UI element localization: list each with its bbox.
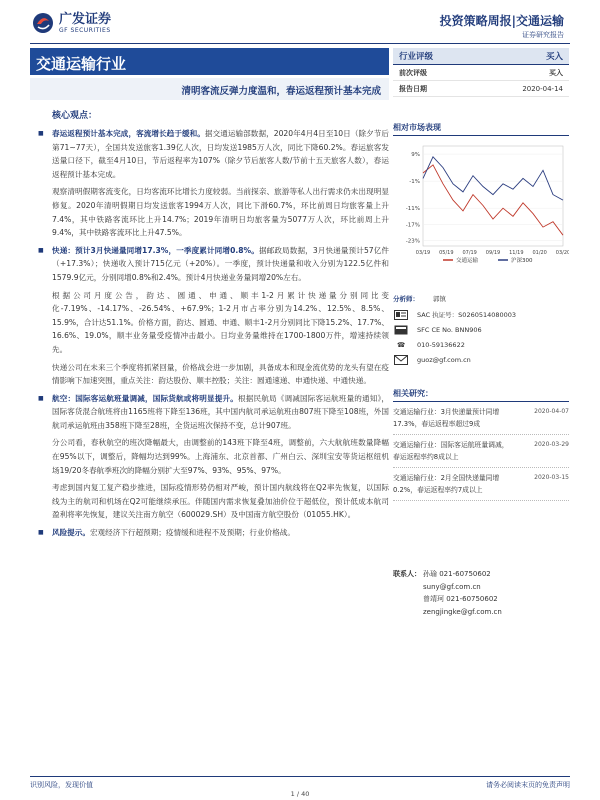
contact-2-name: 曾靖珂 021-60750602 — [423, 595, 498, 603]
related-item-text: 交通运输行业：国际客运航班量调减，春运返程率约8成以上 — [393, 441, 509, 461]
paragraph-qingming: 观察清明假期客流变化，日均客流环比增长力度较弱。当前探亲、旅游等私人出行需求仍未出现明显修复。2020年清明假期日均发送旅客1994万人次，同比下滑60.7%，环比前周日均旅客量上升7.4%，其中铁路客流环比上升14.7%；2019年清明日均旅客量为5077万人次，环比前周上升9.4%，其中铁路客流环比上升47.5%。 — [52, 187, 389, 238]
paragraph-lead: 快递：预计3月快递量同增17.3%，一季度累计同增0.8%。 — [52, 245, 259, 255]
contact-label: 联系人： — [393, 570, 421, 578]
related-title: 相关研究： — [393, 388, 569, 402]
certificate-icon — [393, 324, 409, 335]
footer-slogan: 识别风险，发现价值 — [30, 781, 93, 789]
paragraph-lead: 航空：国际客运航班量调减，国际货航或将明显提升。 — [52, 393, 238, 403]
legend-label: 沪深300 — [511, 258, 533, 264]
related-research — [393, 388, 569, 501]
analyst-email[interactable]: guoz@gf.com.cn — [417, 355, 471, 364]
rating-head — [393, 48, 569, 65]
email-icon — [393, 354, 409, 365]
phone-icon: ☎ — [396, 340, 406, 349]
x-tick-label: 11/19 — [509, 250, 524, 256]
logo-en-text: GF SECURITIES — [59, 26, 111, 34]
market-chart-section — [393, 122, 569, 270]
x-tick-label: 01/20 — [532, 250, 547, 256]
analyst-name: 郭镇 — [433, 295, 446, 303]
chart-title: 相对市场表现 — [393, 122, 569, 136]
related-item-text: 交通运输行业：3月快递量预计同增17.3%，春运返程率超过9成 — [393, 408, 500, 428]
report-date-row — [393, 81, 569, 97]
paragraph-express-companies: 根据公司月度公告，韵达、圆通、申通、顺丰1-2月累计快递量分别同比变化-7.19%、-14.17%、-26.54%、+67.9%；1-2月市占率分别为14.2%、12.5%、8.5%、15.9%，合计达51.1%。价格方面，韵达、圆通、申通、顺丰1-2月分别同比下降15.2%、17.7%、16.6%、19.0%，顺丰业务量受疫情冲击最小。日均业务量维持在1700-1800万件，增速持续领先。 — [52, 290, 389, 354]
analyst-sac: SAC 执证号：S0260514080003 — [417, 311, 517, 319]
rating-head-value: 买入 — [545, 52, 563, 62]
related-item[interactable] — [393, 435, 569, 468]
prev-rating-row — [393, 65, 569, 81]
x-tick-label: 07/19 — [462, 250, 477, 256]
contact-1-email[interactable]: suny@gf.com.cn — [423, 582, 481, 591]
relative-performance-chart — [393, 136, 569, 266]
x-tick-label: 09/19 — [485, 250, 501, 256]
y-tick-label: -17% — [405, 222, 420, 229]
y-tick-label: 9% — [411, 152, 420, 159]
analyst-title: 分析师： — [393, 295, 419, 303]
header-divider — [30, 43, 570, 44]
paragraph-body: 宏观经济下行超预期；疫情缓和进程不及预期；行业价格战。 — [89, 528, 295, 538]
footer-disclaimer: 请务必阅读末页的免责声明 — [486, 781, 570, 789]
paragraph-body: 据交通运输部数据，2020年4月4日至10日（除夕节后第71~77天），全国共发送旅客1.39亿人次，日均发送1985万人次，同比下降60.2%。春运旅客发送量口径下，截至4月10日，节后返程率为107%（除夕节后旅客人数/节前十五天旅客人数），春运返程预计基本完成。 — [52, 129, 389, 179]
rating-box — [393, 48, 569, 97]
page-number: 1 / 40 — [290, 790, 310, 798]
analyst-phone: 010-59136622 — [417, 340, 465, 349]
core-views — [30, 108, 389, 544]
contact-section — [393, 568, 569, 618]
contact-1-name: 孙瑜 021-60750602 — [423, 570, 491, 578]
prev-rating-value: 买入 — [549, 68, 563, 77]
related-item[interactable] — [393, 402, 569, 435]
paragraph-body: 据邮政局数据，3月快递量预计57亿件（+17.3%）；快递收入预计715亿元（+20%）。一季度，预计快递量和收入分别为122.5亿件和1579.9亿元，分别同增0.8%和2.4%。预计4月快递业务量同增20%左右。 — [52, 245, 390, 282]
paragraph-express-outlook: 快递公司在未来三个季度将抓紧回量，价格战会进一步加剧，具备成本和现金流优势的龙头有望在疫情影响下加速突围，重点关注：韵达股份、顺丰控股；关注：圆通速递、申通快递、中通快递。 — [52, 362, 389, 386]
report-type-title: 投资策略周报|交通运输 — [439, 14, 564, 28]
paragraph-aviation-outlook: 考虑到国内复工复产稳步推进，国际疫情形势仍相对严峻，预计国内航线将在Q2率先恢复，以国际线为主的航司和机场在Q2可能继续承压。伴随国内需求恢复叠加油价位于超低位，预计低成本航司盈利将率先恢复，建议关注南方航空（600029.SH）及中国南方航空股份（01055.HK）。 — [52, 483, 389, 520]
paragraph-aviation — [52, 392, 389, 433]
x-tick-label: 03/20 — [555, 250, 569, 256]
y-tick-label: -23% — [405, 238, 420, 245]
plot-frame — [423, 146, 563, 246]
gf-logo-icon — [32, 12, 54, 34]
related-item-date: 2020-03-15 — [534, 474, 569, 481]
paragraph-airlines: 分公司看，春秋航空的班次降幅最大，由调整前的143班下降至4班，调整前，六大航航班数量降幅在95%以下，调整后，降幅均达到99%。上海浦东、北京首都、广州白云、深圳宝安等货运枢纽机场19/20冬春航季班次的降幅分别扩大至97%、93%、95%、97%。 — [52, 438, 389, 475]
related-item-date: 2020-04-07 — [534, 408, 569, 415]
industry-banner: 交通运输行业 — [30, 48, 389, 75]
series-line-1 — [423, 165, 563, 235]
x-tick-label: 03/19 — [415, 250, 431, 256]
x-tick-label: 05/19 — [439, 250, 454, 256]
contact-2-email[interactable]: zengjingke@gf.com.cn — [423, 607, 502, 616]
report-date-label: 报告日期 — [399, 84, 427, 93]
related-item-date: 2020-03-29 — [534, 441, 569, 448]
analyst-sfc: SFC CE No. BNN906 — [417, 325, 482, 334]
report-headline: 清明客流反弹力度温和，春运返程预计基本完成 — [30, 78, 389, 100]
page-header — [0, 0, 600, 44]
report-type-subtitle: 证券研究报告 — [522, 31, 564, 39]
paragraph-body: 根据民航局《调减国际客运航班量的通知》，国际客货混合航班将由1165班将下降至136班，其中国内航司承运航班由807班下降至108班，外国航司承运航班由358班下降至28班，全货运班次保持不变，总计907班。 — [52, 393, 390, 430]
id-card-icon — [393, 309, 409, 320]
analyst-section — [393, 290, 569, 367]
paragraph-express — [52, 244, 389, 285]
y-tick-label: -1% — [409, 179, 420, 186]
rating-head-label: 行业评级 — [399, 52, 434, 62]
prev-rating-label: 前次评级 — [399, 68, 427, 77]
core-title: 核心观点： — [52, 111, 98, 121]
gf-logo — [32, 12, 111, 34]
related-item[interactable] — [393, 468, 569, 501]
paragraph-lead: 风险提示。 — [52, 528, 90, 538]
related-item-text: 交通运输行业：2月全国快递量同增0.2%，春运返程率约7成以上 — [393, 474, 500, 494]
report-date-value: 2020-04-14 — [522, 84, 563, 93]
legend-label: 交通运输 — [456, 258, 479, 264]
y-tick-label: -11% — [405, 206, 420, 213]
series-line-2 — [423, 157, 563, 200]
paragraph-risk — [52, 526, 389, 540]
paragraph-lead: 春运返程预计基本完成，客流增长趋于缓和。 — [52, 129, 205, 138]
paragraph-spring-return — [52, 127, 389, 181]
logo-cn-text: 广发证券 — [59, 11, 112, 27]
footer-divider — [30, 776, 570, 777]
